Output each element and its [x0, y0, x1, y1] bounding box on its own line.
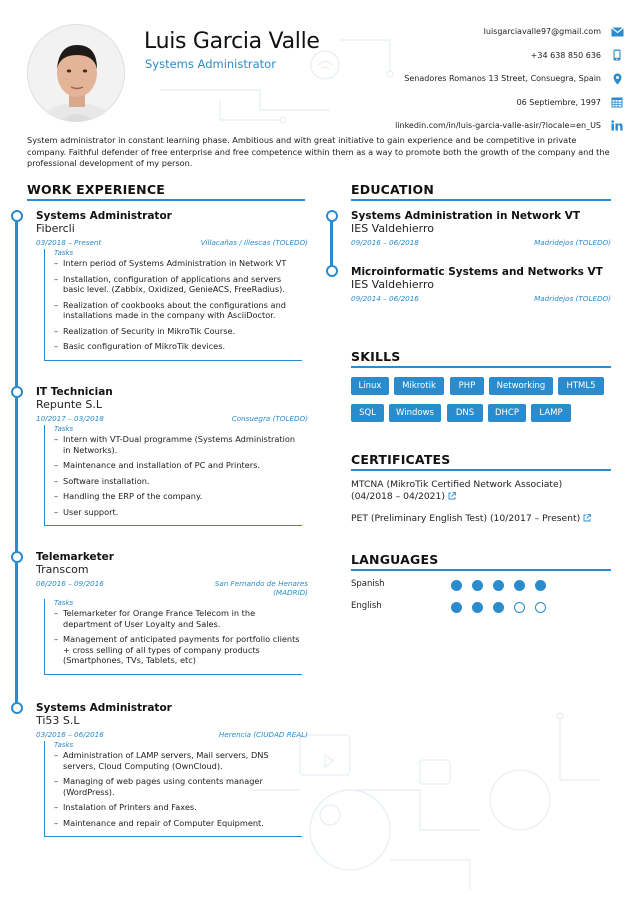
- work-entry: [36, 210, 308, 361]
- timeline-dot: [11, 210, 23, 222]
- task-item: – Realization of Security in MikroTik Course.: [54, 326, 302, 337]
- job-title: Systems Administrator: [36, 210, 172, 222]
- skills-title: SKILLS: [351, 349, 401, 364]
- language-level-dot: [493, 602, 504, 613]
- work-timeline-line: [15, 214, 18, 709]
- task-item: – Telemarketer for Orange France Telecom in the department of User Loyalty and Sales.: [54, 608, 302, 629]
- task-item: – Software installation.: [54, 476, 302, 487]
- company-name: Repunte S.L: [36, 398, 103, 411]
- linkedin-icon: [610, 120, 624, 132]
- certificate-text[interactable]: PET (Preliminary English Test) (10/2017 – Present): [351, 513, 581, 524]
- contact-phone[interactable]: [324, 44, 624, 68]
- email-text[interactable]: luisgarciavalle97@gmail.com: [483, 27, 601, 37]
- task-item: – Maintenance and repair of Computer Equipment.: [54, 818, 302, 829]
- task-item: – Management of anticipated payments for portfolio clients + cross selling of all types of company products (Smartphones, TVs, Tablets, etc): [54, 634, 302, 666]
- skill-tag: SQL: [351, 404, 384, 422]
- tasks-box: [44, 249, 302, 361]
- profile-photo: [27, 24, 125, 122]
- timeline-dot: [11, 702, 23, 714]
- education-location: Madridejos (TOLEDO): [534, 294, 611, 303]
- job-title: Telemarketer: [36, 551, 114, 563]
- skill-tag: Linux: [351, 377, 389, 395]
- languages-rule: [351, 569, 611, 571]
- skill-tag: LAMP: [531, 404, 571, 422]
- education-timeline-line: [330, 214, 333, 270]
- skill-tag: Windows: [389, 404, 441, 422]
- timeline-dot: [11, 551, 23, 563]
- skill-tag: PHP: [450, 377, 484, 395]
- language-level-dot: [451, 580, 462, 591]
- job-dates: 03/2016 – 06/2016: [36, 730, 104, 739]
- company-name: Fibercli: [36, 222, 75, 235]
- skill-tag: HTML5: [558, 377, 604, 395]
- language-level-dot: [535, 580, 546, 591]
- task-item: – Maintenance and installation of PC and Printers.: [54, 460, 302, 471]
- contact-email[interactable]: [324, 20, 624, 44]
- tasks-label: Tasks: [54, 741, 74, 749]
- education-meta: [351, 294, 611, 303]
- job-title: Systems Administrator: [36, 702, 172, 714]
- linkedin-text[interactable]: linkedin.com/in/luis-garcia-valle-asir/?locale=en_US: [395, 121, 601, 131]
- language-level-dot: [493, 580, 504, 591]
- education-dates: 09/2016 – 06/2018: [351, 238, 419, 247]
- language-level-dot: [514, 580, 525, 591]
- task-item: – Handling the ERP of the company.: [54, 491, 302, 502]
- contact-birthdate: [324, 91, 624, 115]
- job-dates: 10/2017 – 03/2018: [36, 414, 104, 423]
- contact-address: [324, 67, 624, 91]
- task-item: – Administration of LAMP servers, Mail servers, DNS servers, Cloud Computing (OwnCloud).: [54, 750, 302, 771]
- skill-tag: DHCP: [488, 404, 526, 422]
- address-text: Senadores Romanos 13 Street, Consuegra, Spain: [404, 74, 601, 84]
- tasks-box: [44, 741, 302, 837]
- candidate-role: Systems Administrator: [145, 57, 276, 71]
- timeline-dot: [11, 386, 23, 398]
- phone-icon: [610, 49, 624, 61]
- language-level-dot: [514, 602, 525, 613]
- phone-text[interactable]: +34 638 850 636: [530, 50, 601, 60]
- education-meta: [351, 238, 611, 247]
- task-item: – Realization of cookbooks about the configurations and installations made in the company with AsciiDoctor.: [54, 300, 302, 321]
- person-avatar-icon: [28, 25, 125, 122]
- language-name: Spanish: [351, 579, 385, 589]
- work-entry: [36, 386, 308, 526]
- job-meta: [36, 238, 308, 247]
- external-link-icon[interactable]: [583, 514, 591, 522]
- language-level-dot: [451, 602, 462, 613]
- degree-title: Microinformatic Systems and Networks VT: [351, 266, 603, 278]
- birthdate-text: 06 Septiembre, 1997: [516, 97, 601, 107]
- location-pin-icon: [610, 73, 624, 85]
- language-level-dot: [472, 602, 483, 613]
- task-item: – User support.: [54, 507, 302, 518]
- language-level-dot: [472, 580, 483, 591]
- education-dates: 09/2014 – 06/2016: [351, 294, 419, 303]
- task-item: – Intern period of Systems Administration in Network VT: [54, 258, 302, 269]
- job-location: Herencia (CIUDAD REAL): [218, 730, 308, 739]
- languages-title: LANGUAGES: [351, 552, 439, 567]
- language-name: English: [351, 601, 382, 611]
- tasks-box: [44, 599, 302, 675]
- task-item: – Instalation of Printers and Faxes.: [54, 802, 302, 813]
- calendar-icon: [610, 96, 624, 108]
- certificate-item[interactable]: [351, 479, 601, 503]
- job-dates: 03/2018 – Present: [36, 238, 102, 247]
- candidate-name: Luis Garcia Valle: [144, 29, 320, 54]
- company-name: Ti53 S.L: [36, 714, 80, 727]
- task-item: – Installation, configuration of applications and servers basic level. (Zabbix, Oxidized, GenieACS, FreeRadius).: [54, 274, 302, 295]
- certificates-title: CERTIFICATES: [351, 452, 451, 467]
- tasks-label: Tasks: [54, 249, 74, 257]
- education-entry: [351, 266, 611, 303]
- task-item: – Intern with VT-Dual programme (Systems Administration in Networks).: [54, 434, 302, 455]
- job-meta: [36, 579, 308, 597]
- work-experience-title: WORK EXPERIENCE: [27, 182, 165, 197]
- job-dates: 06/2016 – 09/2016: [36, 579, 104, 588]
- skill-tag: DNS: [447, 404, 483, 422]
- company-name: Transcom: [36, 563, 89, 576]
- tasks-box: [44, 425, 302, 526]
- skill-tag: Mikrotik: [394, 377, 444, 395]
- degree-title: Systems Administration in Network VT: [351, 210, 581, 222]
- contact-list: [324, 20, 624, 138]
- job-location: Consuegra (TOLEDO): [231, 414, 308, 423]
- language-level-dot: [535, 602, 546, 613]
- timeline-dot: [326, 210, 338, 222]
- education-entry: [351, 210, 611, 247]
- certificate-item[interactable]: [351, 513, 621, 525]
- skill-tag: Networking: [489, 377, 553, 395]
- education-rule: [351, 199, 611, 201]
- job-meta: [36, 414, 308, 423]
- skills-rule: [351, 366, 611, 368]
- task-item: – Basic configuration of MikroTik devices.: [54, 341, 302, 352]
- tasks-label: Tasks: [54, 599, 74, 607]
- job-location: Villacañas / Illescas (TOLEDO): [200, 238, 308, 247]
- contact-linkedin[interactable]: [324, 114, 624, 138]
- education-title: EDUCATION: [351, 182, 435, 197]
- tasks-label: Tasks: [54, 425, 74, 433]
- work-entry: [36, 702, 308, 837]
- work-experience-rule: [27, 199, 305, 201]
- envelope-icon: [610, 26, 624, 38]
- school-name: IES Valdehierro: [351, 222, 435, 235]
- school-name: IES Valdehierro: [351, 278, 435, 291]
- timeline-dot: [326, 265, 338, 277]
- profile-summary: System administrator in constant learning phase. Ambitious and with great initiative to gain experience and be competitive in private company. Faithful defender of free enterprise and free competence within them as a way to promote both the growth of the company and the professional development of my person.: [27, 135, 610, 169]
- task-item: – Managing of web pages using contents manager (WordPress).: [54, 776, 302, 797]
- job-meta: [36, 730, 308, 739]
- external-link-icon[interactable]: [448, 492, 456, 500]
- work-entry: [36, 551, 308, 675]
- education-location: Madridejos (TOLEDO): [534, 238, 611, 247]
- certificate-text[interactable]: MTCNA (MikroTik Certified Network Associate) (04/2018 – 04/2021): [351, 479, 563, 502]
- job-title: IT Technician: [36, 386, 113, 398]
- certificates-rule: [351, 469, 611, 471]
- job-location: San Fernando de Henares (MADRID): [214, 579, 308, 597]
